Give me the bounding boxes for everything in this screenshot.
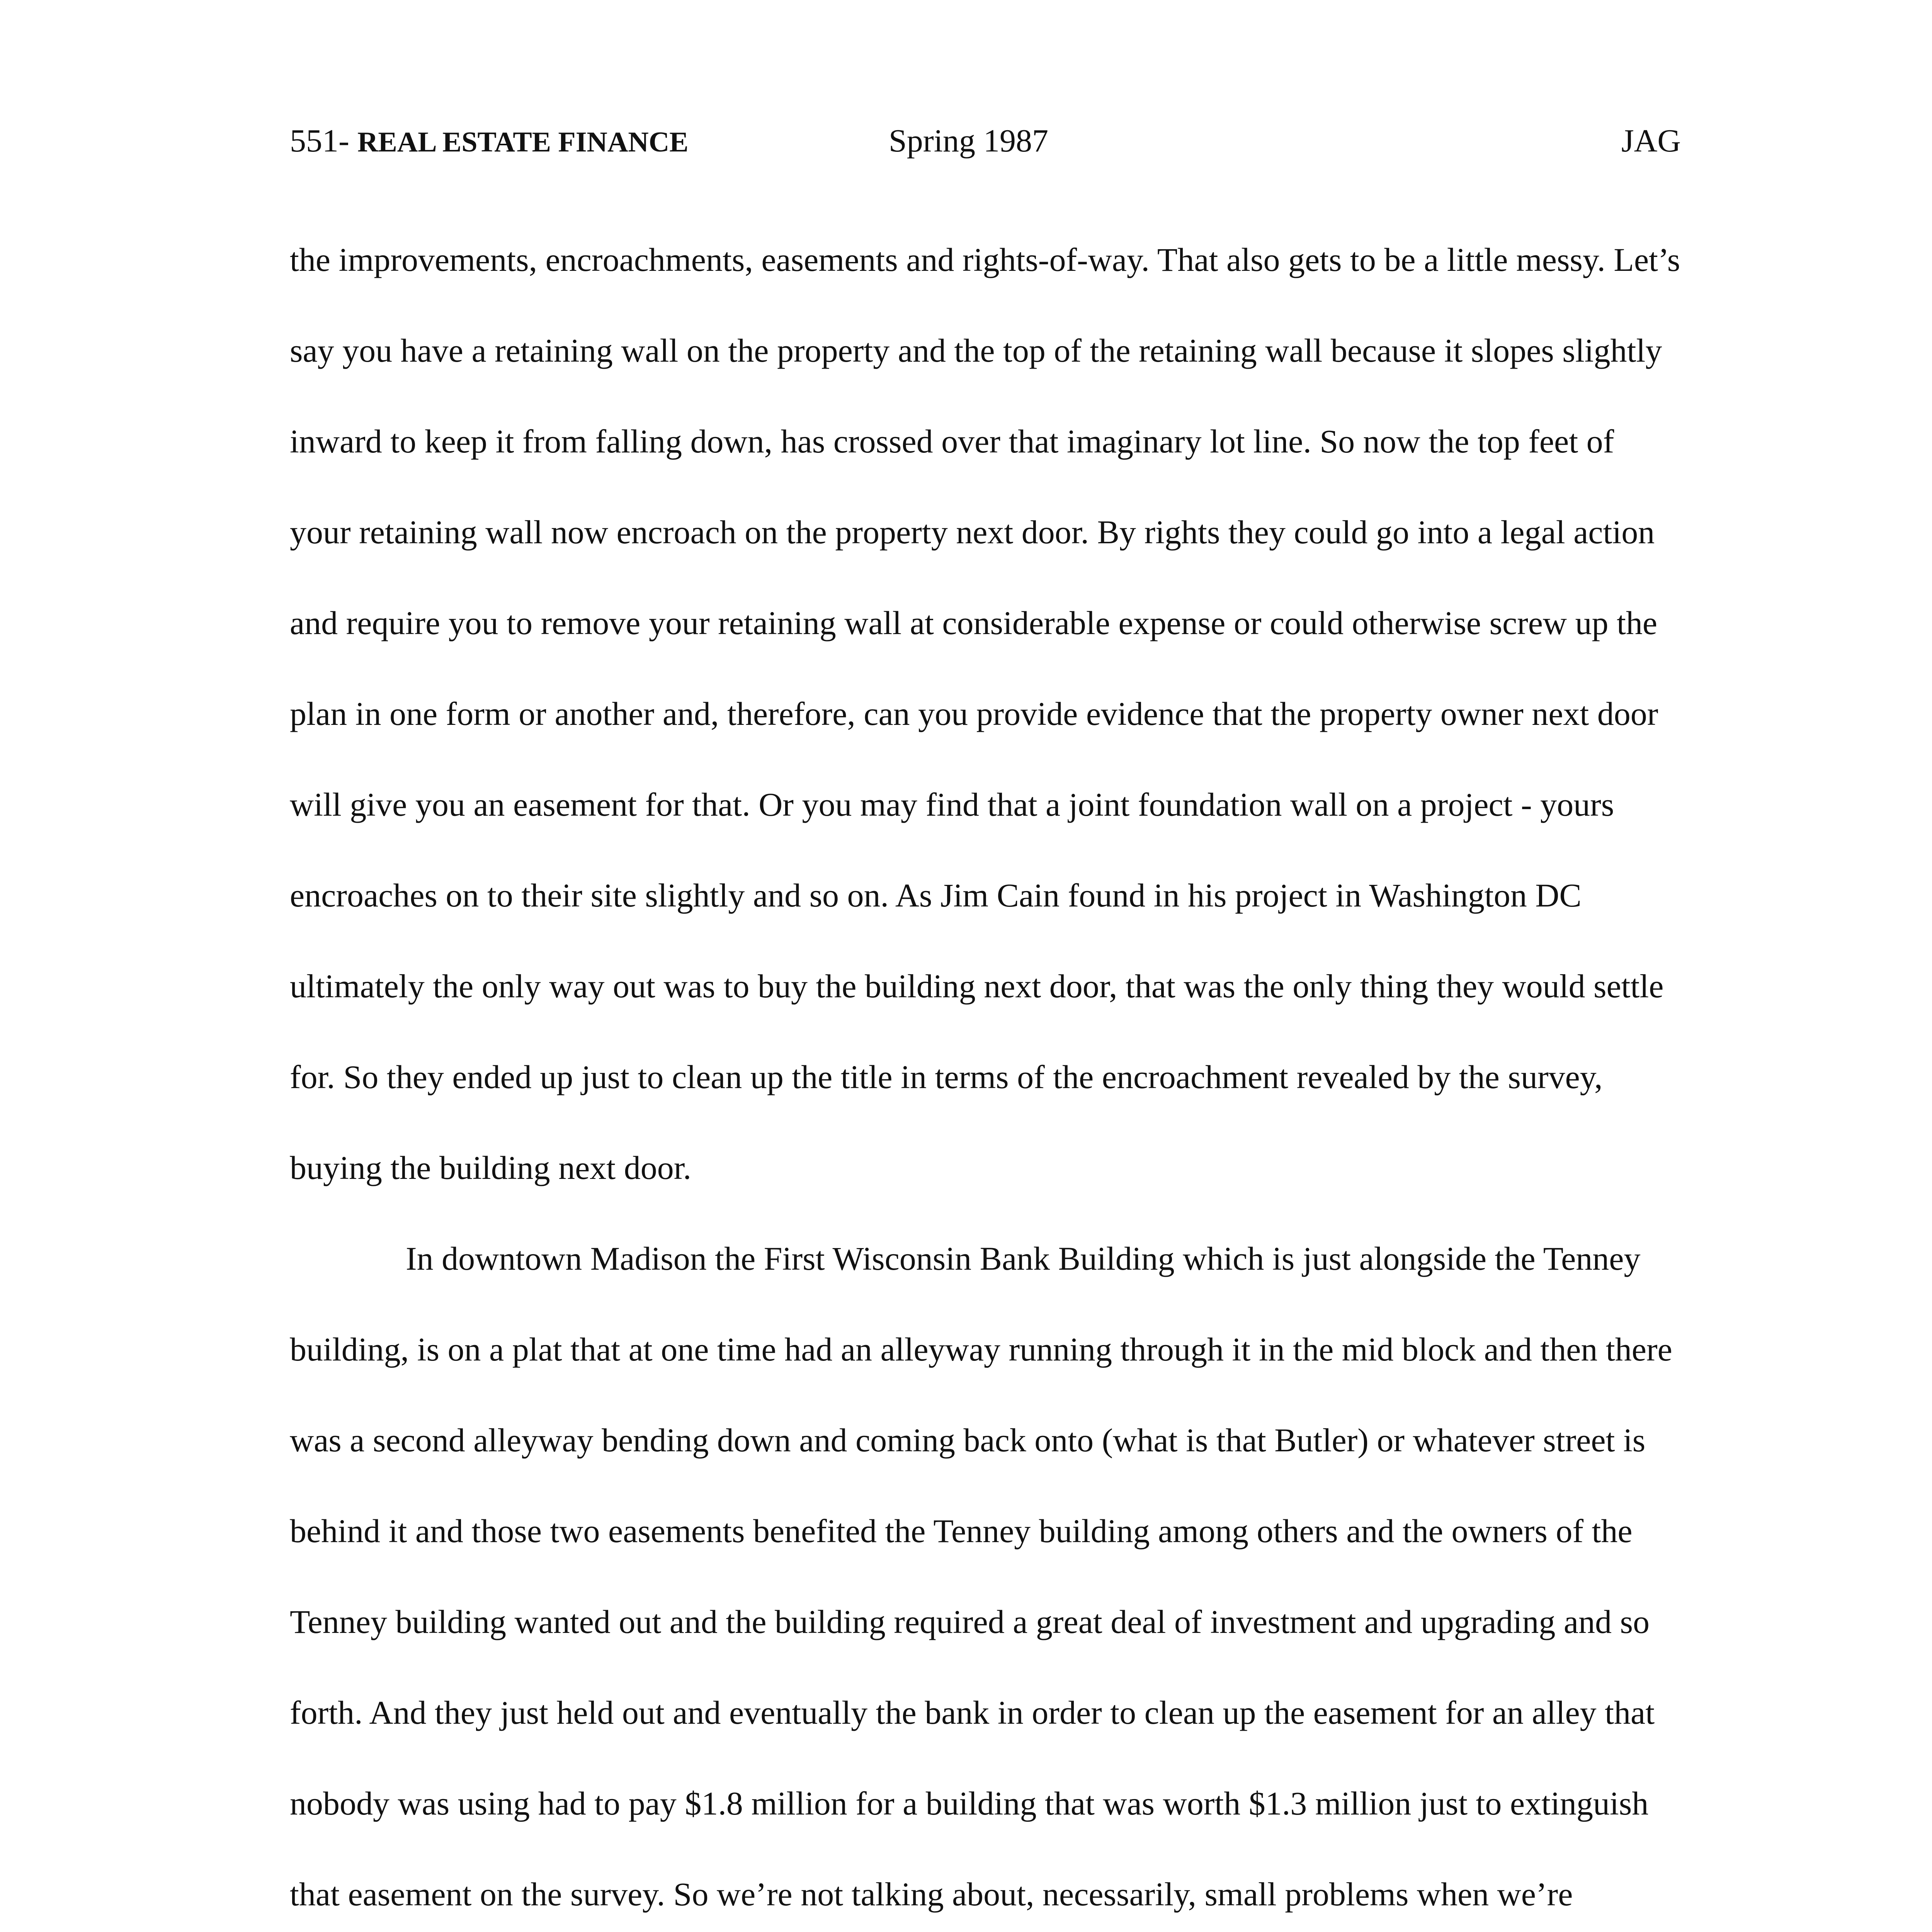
author-initials: JAG [1621, 123, 1681, 159]
page-header [290, 116, 1681, 166]
document-body [290, 214, 1681, 1932]
paragraph-1: the improvements, encroachments, easements and rights-of-way. That also gets to be a little messy. Let’s say you have a retaining wall on the property and the top of the retaining wall because it slopes slightly inward to keep it from falling down, has crossed over that imaginary lot line. So now the top feet of your retaining wall now encroach on the property next door. By rights they could go into a legal action and require you to remove your retaining wall at considerable expense or could otherwise screw up the plan in one form or another and, therefore, can you provide evidence that the property owner next door will give you an easement for that. Or you may find that a joint foundation wall on a project - yours encroaches on to their site slightly and so on. As Jim Cain found in his project in Washington DC ultimately the only way out was to buy the building next door, that was the only thing they would settle for. So they ended up just to clean up the title in terms of the encroachment revealed by the survey, buying the building next door. [290, 241, 1680, 1186]
course-name: REAL ESTATE FINANCE [357, 126, 689, 158]
paragraph-2: In downtown Madison the First Wisconsin Bank Building which is just alongside the Tenney building, is on a plat that at one time had an alleyway running through it in the mid block and then there was a second alleyway bending down and coming back onto (what is that Butler) or whatever street is behind it and those two easements benefited the Tenney building among others and the owners of the Tenney building wanted out and the building required a great deal of investment and upgrading and so forth. And they just held out and eventually the bank in order to clean up the easement for an alley that nobody was using had to pay $1.8 million for a building that was worth $1.3 million just to extinguish that easement on the survey. So we’re not talking about, necessarily, small problems when we’re [290, 1240, 1672, 1913]
course-number: 551- [290, 123, 349, 159]
course-title [290, 116, 689, 167]
term-label: Spring 1987 [889, 123, 1049, 159]
